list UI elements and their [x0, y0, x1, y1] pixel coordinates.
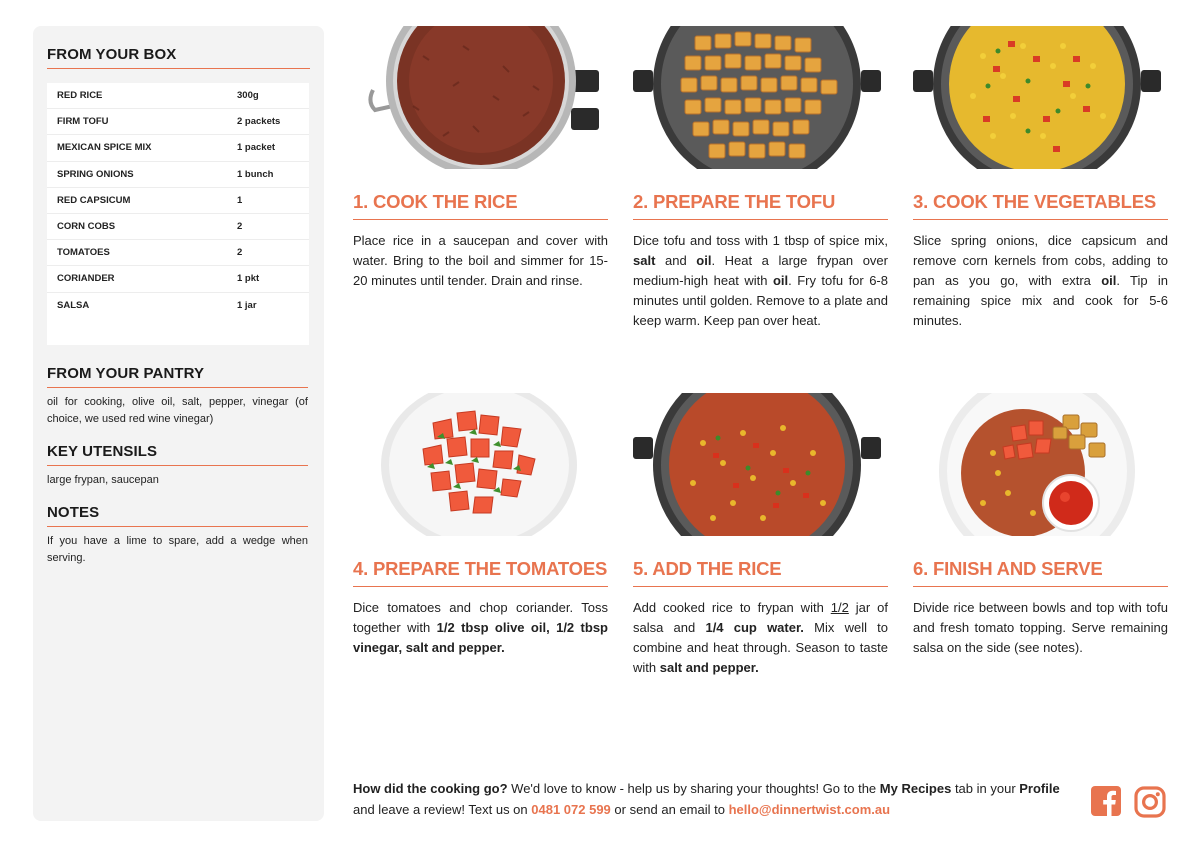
- bold-ingredient: salt and pepper.: [659, 660, 759, 675]
- ingredients-table: [47, 83, 309, 345]
- bold-ingredient: How did the cooking go?: [353, 781, 508, 796]
- step-image: [353, 26, 608, 169]
- contact-link[interactable]: hello@dinnertwist.com.au: [728, 802, 891, 817]
- notes-section: [47, 504, 310, 567]
- step-title: 2. PREPARE THE TOFU: [633, 191, 888, 220]
- ingredient-row: [47, 83, 309, 109]
- ingredient-row: [47, 109, 309, 135]
- ingredient-qty: 300g: [237, 90, 259, 102]
- ingredient-qty: 1 bunch: [237, 168, 274, 180]
- step-image: [913, 393, 1168, 536]
- step-title: 4. PREPARE THE TOMATOES: [353, 558, 608, 587]
- step-6: [913, 393, 1168, 658]
- ingredient-name: MEXICAN SPICE MIX: [57, 142, 152, 154]
- ingredient-qty: 1: [237, 194, 243, 206]
- bold-ingredient: oil: [1101, 273, 1117, 288]
- ingredient-row: [47, 188, 309, 214]
- utensils-heading: KEY UTENSILS: [47, 443, 308, 466]
- notes-heading: NOTES: [47, 504, 308, 527]
- contact-link[interactable]: 0481 072 599: [531, 802, 611, 817]
- step-5: [633, 393, 888, 678]
- ingredient-name: RED CAPSICUM: [57, 194, 131, 206]
- pantry-text: oil for cooking, olive oil, salt, pepper, vinegar (of choice, we used red wine vinegar): [47, 396, 308, 425]
- ingredient-name: TOMATOES: [57, 247, 110, 259]
- ingredient-qty: 1 pkt: [237, 273, 260, 285]
- ingredient-name: CORN COBS: [57, 221, 116, 233]
- ingredient-row: [47, 293, 309, 319]
- step-4: [353, 393, 608, 658]
- bold-ingredient: salt: [633, 253, 656, 268]
- utensils-text: large frypan, saucepan: [47, 474, 159, 486]
- bold-ingredient: oil: [772, 273, 789, 288]
- ingredient-row: [47, 214, 309, 240]
- ingredient-row: [47, 266, 309, 292]
- step-image: [633, 26, 888, 169]
- step-instructions: Place rice in a saucepan and cover with water. Bring to the boil and simmer for 15-20 minutes until tender. Drain and rinse.: [353, 233, 608, 288]
- bold-ingredient: Profile: [1019, 781, 1060, 796]
- step-instructions: Dice tofu and toss with 1 tbsp of spice mix, salt and oil. Heat a large frypan over medium-high heat with oil. Fry tofu for 6-8 minutes until golden. Remove to a plate and keep warm. Keep pan over heat.: [633, 233, 888, 328]
- step-image: [913, 26, 1168, 169]
- step-2: [633, 26, 888, 331]
- step-title: 5. ADD THE RICE: [633, 558, 888, 587]
- step-title: 1. COOK THE RICE: [353, 191, 608, 220]
- step-image: [353, 393, 608, 536]
- instagram-icon[interactable]: [1134, 786, 1166, 818]
- ingredient-name: CORIANDER: [57, 273, 115, 285]
- ingredient-row: [47, 162, 309, 188]
- step-instructions: Slice spring onions, dice capsicum and remove corn kernels from cobs, adding to pan as you go, with extra oil. Tip in remaining spice mix and cook for 5-6 minutes.: [913, 233, 1168, 328]
- facebook-icon[interactable]: [1091, 786, 1121, 816]
- underlined-text: 1/2: [830, 600, 849, 615]
- step-title: 6. FINISH AND SERVE: [913, 558, 1168, 587]
- notes-text: If you have a lime to spare, add a wedge when serving.: [47, 535, 308, 564]
- step-1: [353, 26, 608, 291]
- step-3: [913, 26, 1168, 331]
- bold-ingredient: My Recipes: [879, 781, 952, 796]
- ingredient-name: FIRM TOFU: [57, 116, 109, 128]
- ingredient-name: SPRING ONIONS: [57, 168, 134, 180]
- step-title: 3. COOK THE VEGETABLES: [913, 191, 1168, 220]
- pantry-heading: FROM YOUR PANTRY: [47, 365, 308, 388]
- utensils-section: [47, 443, 310, 489]
- from-your-box-heading: FROM YOUR BOX: [47, 46, 310, 69]
- ingredient-qty: 2: [237, 247, 243, 259]
- step-image: [633, 393, 888, 536]
- ingredient-qty: 2 packets: [237, 116, 281, 128]
- ingredient-name: SALSA: [57, 300, 90, 312]
- step-instructions: Add cooked rice to frypan with 1/2 jar of salsa and 1/4 cup water. Mix well to combine and heat through. Season to taste with salt and pepper.: [633, 600, 889, 675]
- step-instructions: Dice tomatoes and chop coriander. Toss together with 1/2 tbsp olive oil, 1/2 tbsp vinegar, salt and pepper.: [353, 600, 608, 655]
- ingredient-qty: 1 jar: [237, 300, 257, 312]
- bold-ingredient: 1/4 cup water.: [705, 620, 804, 635]
- ingredients-sidebar: [33, 26, 324, 821]
- ingredient-name: RED RICE: [57, 90, 103, 102]
- feedback-footer: How did the cooking go? We'd love to know - help us by sharing your thoughts! Go to the My Recipes tab in your Profile and leave a review! Text us on 0481 072 599 or send an email to hello@dinnertwist.com.au: [353, 781, 1060, 817]
- ingredient-qty: 2: [237, 221, 243, 233]
- bold-ingredient: oil: [696, 253, 712, 268]
- ingredient-qty: 1 packet: [237, 142, 276, 154]
- ingredient-row: [47, 240, 309, 266]
- pantry-section: [47, 365, 310, 428]
- bold-ingredient: 1/2 tbsp olive oil, 1/2 tbsp vinegar, salt and pepper.: [353, 620, 608, 655]
- step-instructions: Divide rice between bowls and top with tofu and fresh tomato topping. Serve remaining salsa on the side (see notes).: [913, 600, 1168, 655]
- ingredient-row: [47, 135, 309, 161]
